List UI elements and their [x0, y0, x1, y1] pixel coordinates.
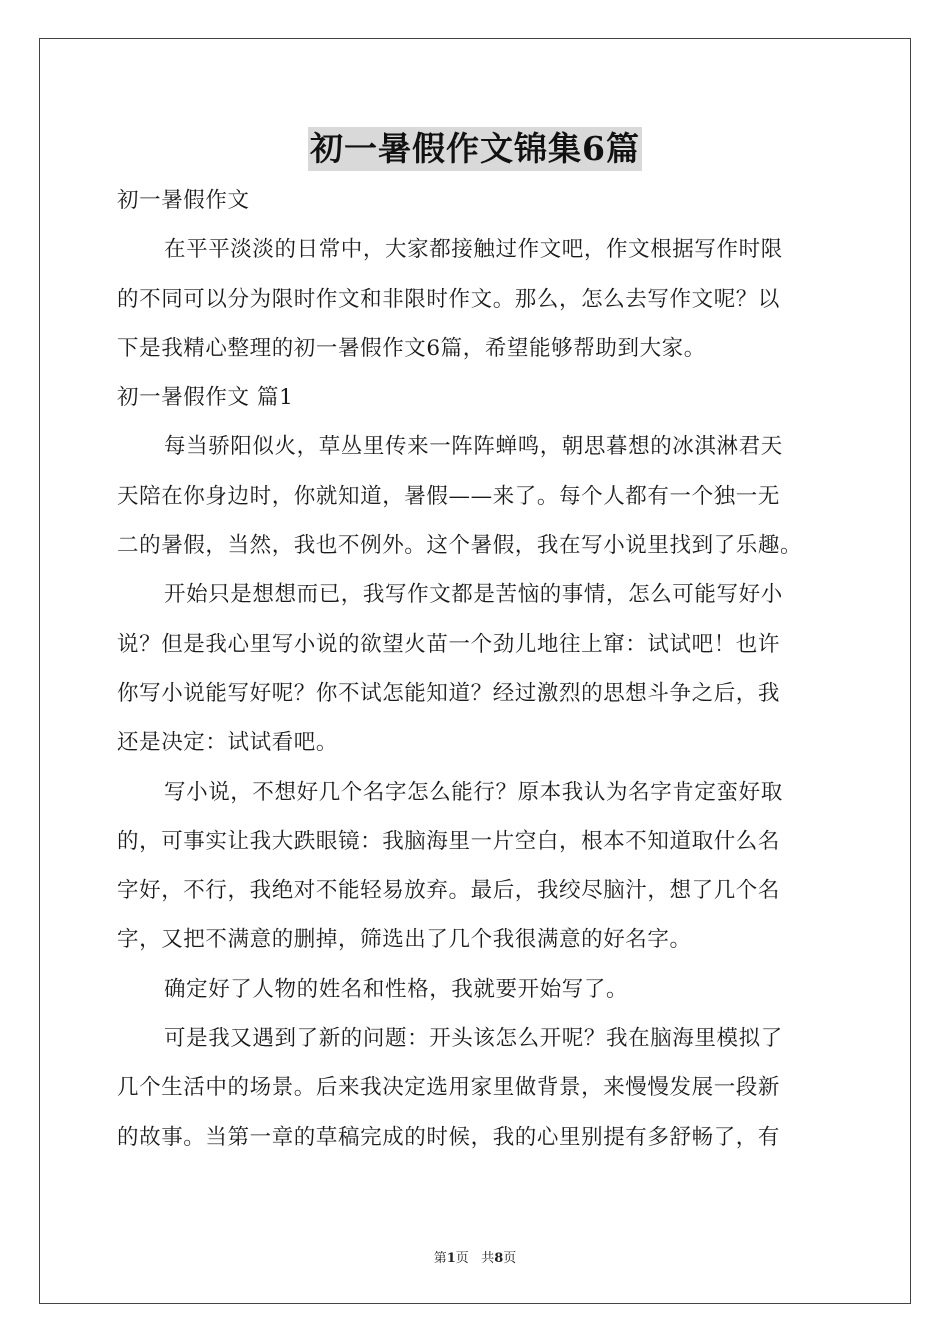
text-line: 字，又把不满意的删掉，筛选出了几个我很满意的好名字。: [117, 927, 692, 953]
text-line: 在平平淡淡的日常中，大家都接触过作文吧，作文根据写作时限: [164, 237, 783, 263]
footer-total-suffix: 页: [503, 1251, 517, 1266]
text-line: 几个生活中的场景。后来我决定选用家里做背景，来慢慢发展一段新: [117, 1075, 781, 1101]
text-line: 下是我精心整理的初一暑假作文6篇，希望能够帮助到大家。: [117, 335, 706, 361]
text-line: 字好，不行，我绝对不能轻易放弃。最后，我绞尽脑汁，想了几个名: [117, 878, 781, 904]
footer-page-number: 1: [446, 1251, 456, 1266]
text-line: 写小说，不想好几个名字怎么能行？原本我认为名字肯定蛮好取: [164, 779, 783, 805]
footer-page-suffix: 页: [455, 1251, 469, 1266]
text-line: 还是决定：试试看吧。: [117, 730, 339, 756]
text-line: 确定好了人物的姓名和性格，我就要开始写了。: [164, 976, 629, 1002]
text-line: 每当骄阳似火，草丛里传来一阵阵蝉鸣，朝思暮想的冰淇淋君天: [164, 434, 783, 460]
text-line: 的不同可以分为限时作文和非限时作文。那么，怎么去写作文呢？以: [117, 286, 781, 312]
text-line: 的，可事实让我大跌眼镜：我脑海里一片空白，根本不知道取什么名: [117, 828, 781, 854]
text-line: 的故事。当第一章的草稿完成的时候，我的心里别提有多舒畅了，有: [117, 1124, 781, 1150]
footer-total-pages: 8: [494, 1251, 504, 1266]
text-line: 可是我又遇到了新的问题：开头该怎么开呢？我在脑海里模拟了: [164, 1026, 783, 1052]
page-title: [0, 127, 950, 171]
text-line: 你写小说能写好呢？你不试怎能知道？经过激烈的思想斗争之后，我: [117, 680, 781, 706]
text-line: 开始只是想想而已，我写作文都是苦恼的事情，怎么可能写好小: [164, 582, 783, 608]
title-text: 初一暑假作文锦集6篇: [308, 127, 642, 171]
footer-prefix: 第: [433, 1251, 447, 1266]
document-body: [117, 176, 837, 1162]
text-line: 初一暑假作文: [117, 188, 250, 213]
text-line: 二的暑假，当然，我也不例外。这个暑假，我在写小说里找到了乐趣。: [117, 533, 803, 559]
page-footer: [0, 1247, 950, 1266]
text-line: 初一暑假作文 篇1: [117, 385, 294, 411]
text-line: 天陪在你身边时，你就知道，暑假——来了。每个人都有一个独一无: [117, 483, 781, 509]
text-line: 说？但是我心里写小说的欲望火苗一个劲儿地往上窜：试试吧！也许: [117, 631, 781, 657]
footer-total-prefix: 共: [481, 1251, 495, 1266]
